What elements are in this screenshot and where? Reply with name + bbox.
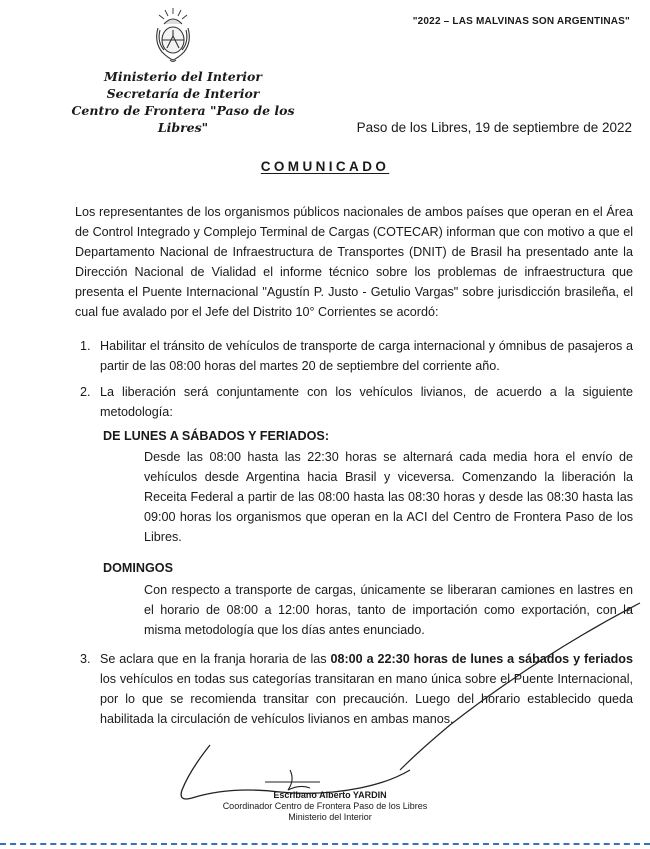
document-date: Paso de los Libres, 19 de septiembre de 2022 — [356, 120, 632, 135]
ministry-header — [58, 68, 308, 136]
list-item-text: La liberación será conjuntamente con los vehículos livianos, de acuerdo a la siguiente metodología: — [100, 385, 633, 419]
list-item-text: Habilitar el tránsito de vehículos de transporte de carga internacional y ómnibus de pasajeros a partir de las 08:00 horas del martes 20 de septiembre del corriente año. — [100, 339, 633, 373]
list-item-number: 1. — [80, 339, 91, 353]
document-title: COMUNICADO — [260, 159, 390, 174]
section-heading-weekdays: DE LUNES A SÁBADOS Y FERIADOS: — [103, 429, 330, 443]
list-item-number: 3. — [80, 652, 91, 666]
signatory-name: Escribano Alberto YARDIN — [273, 790, 387, 800]
signatory-role: Coordinador Centro de Frontera Paso de los Libres — [222, 801, 428, 811]
section-heading-sundays: DOMINGOS — [103, 561, 173, 575]
list-item — [80, 383, 633, 423]
emphasized-time-range: 08:00 a 22:30 horas de lunes a sábados y feriados — [330, 652, 633, 666]
ministry-line-3: Centro de Frontera "Paso de los Libres" — [71, 103, 295, 135]
list-item — [80, 337, 633, 377]
motto-text: "2022 – LAS MALVINAS SON ARGENTINAS" — [412, 16, 630, 27]
list-item-number: 2. — [80, 385, 91, 399]
section-text-weekdays: Desde las 08:00 hasta las 22:30 horas se alternará cada media hora el envío de vehículos desde Argentina hacia Brasil y viceversa. Comenzando la liberación la Receita Federal a partir de las 08:00 hasta las 08:30 horas y desde las 08:30 hasta las 09:00 horas los organismos que operan en la ACI del Centro de Frontera Paso de los Libres. — [144, 450, 633, 544]
list-item-text: Se aclara que en la franja horaria de las 08:00 a 22:30 horas de lunes a sábados y feriados los vehículos en todas sus categorías transitaran en mano única sobre el Puente Internacional, por lo que se recomienda transitar con precaución. Luego del horario establecido queda habilitada la circulación de vehículos livianos en ambas manos. — [100, 652, 633, 726]
section-text-sundays: Con respecto a transporte de cargas, únicamente se liberaran camiones en lastres en el horario de 08:00 a 12:00 horas, tanto de importación como exportación, con la misma metodología que los días antes enunciado. — [144, 583, 633, 637]
intro-paragraph: Los representantes de los organismos públicos nacionales de ambos países que operan en el Área de Control Integrado y Complejo Terminal de Cargas (COTECAR) informan que con motivo a que el Departamento Nacional de Infraestructura de Transportes (DNIT) de Brasil ha presentado ante la Dirección Nacional de Vialidad el informe técnico sobre los problemas de infraestructura que presenta el Puente Internacional "Agustín P. Justo - Getulio Vargas" sobre jurisdicción brasileña, el cual fue avalado por el Jefe del Distrito 10° Corrientes se acordó: — [75, 205, 633, 319]
page-edge-line — [0, 843, 650, 845]
argentina-coat-of-arms-icon — [150, 6, 196, 64]
ministry-line-1: Ministerio del Interior — [104, 69, 262, 84]
ministry-line-2: Secretaría de Interior — [106, 86, 260, 101]
signatory-organization: Ministerio del Interior — [288, 812, 372, 822]
